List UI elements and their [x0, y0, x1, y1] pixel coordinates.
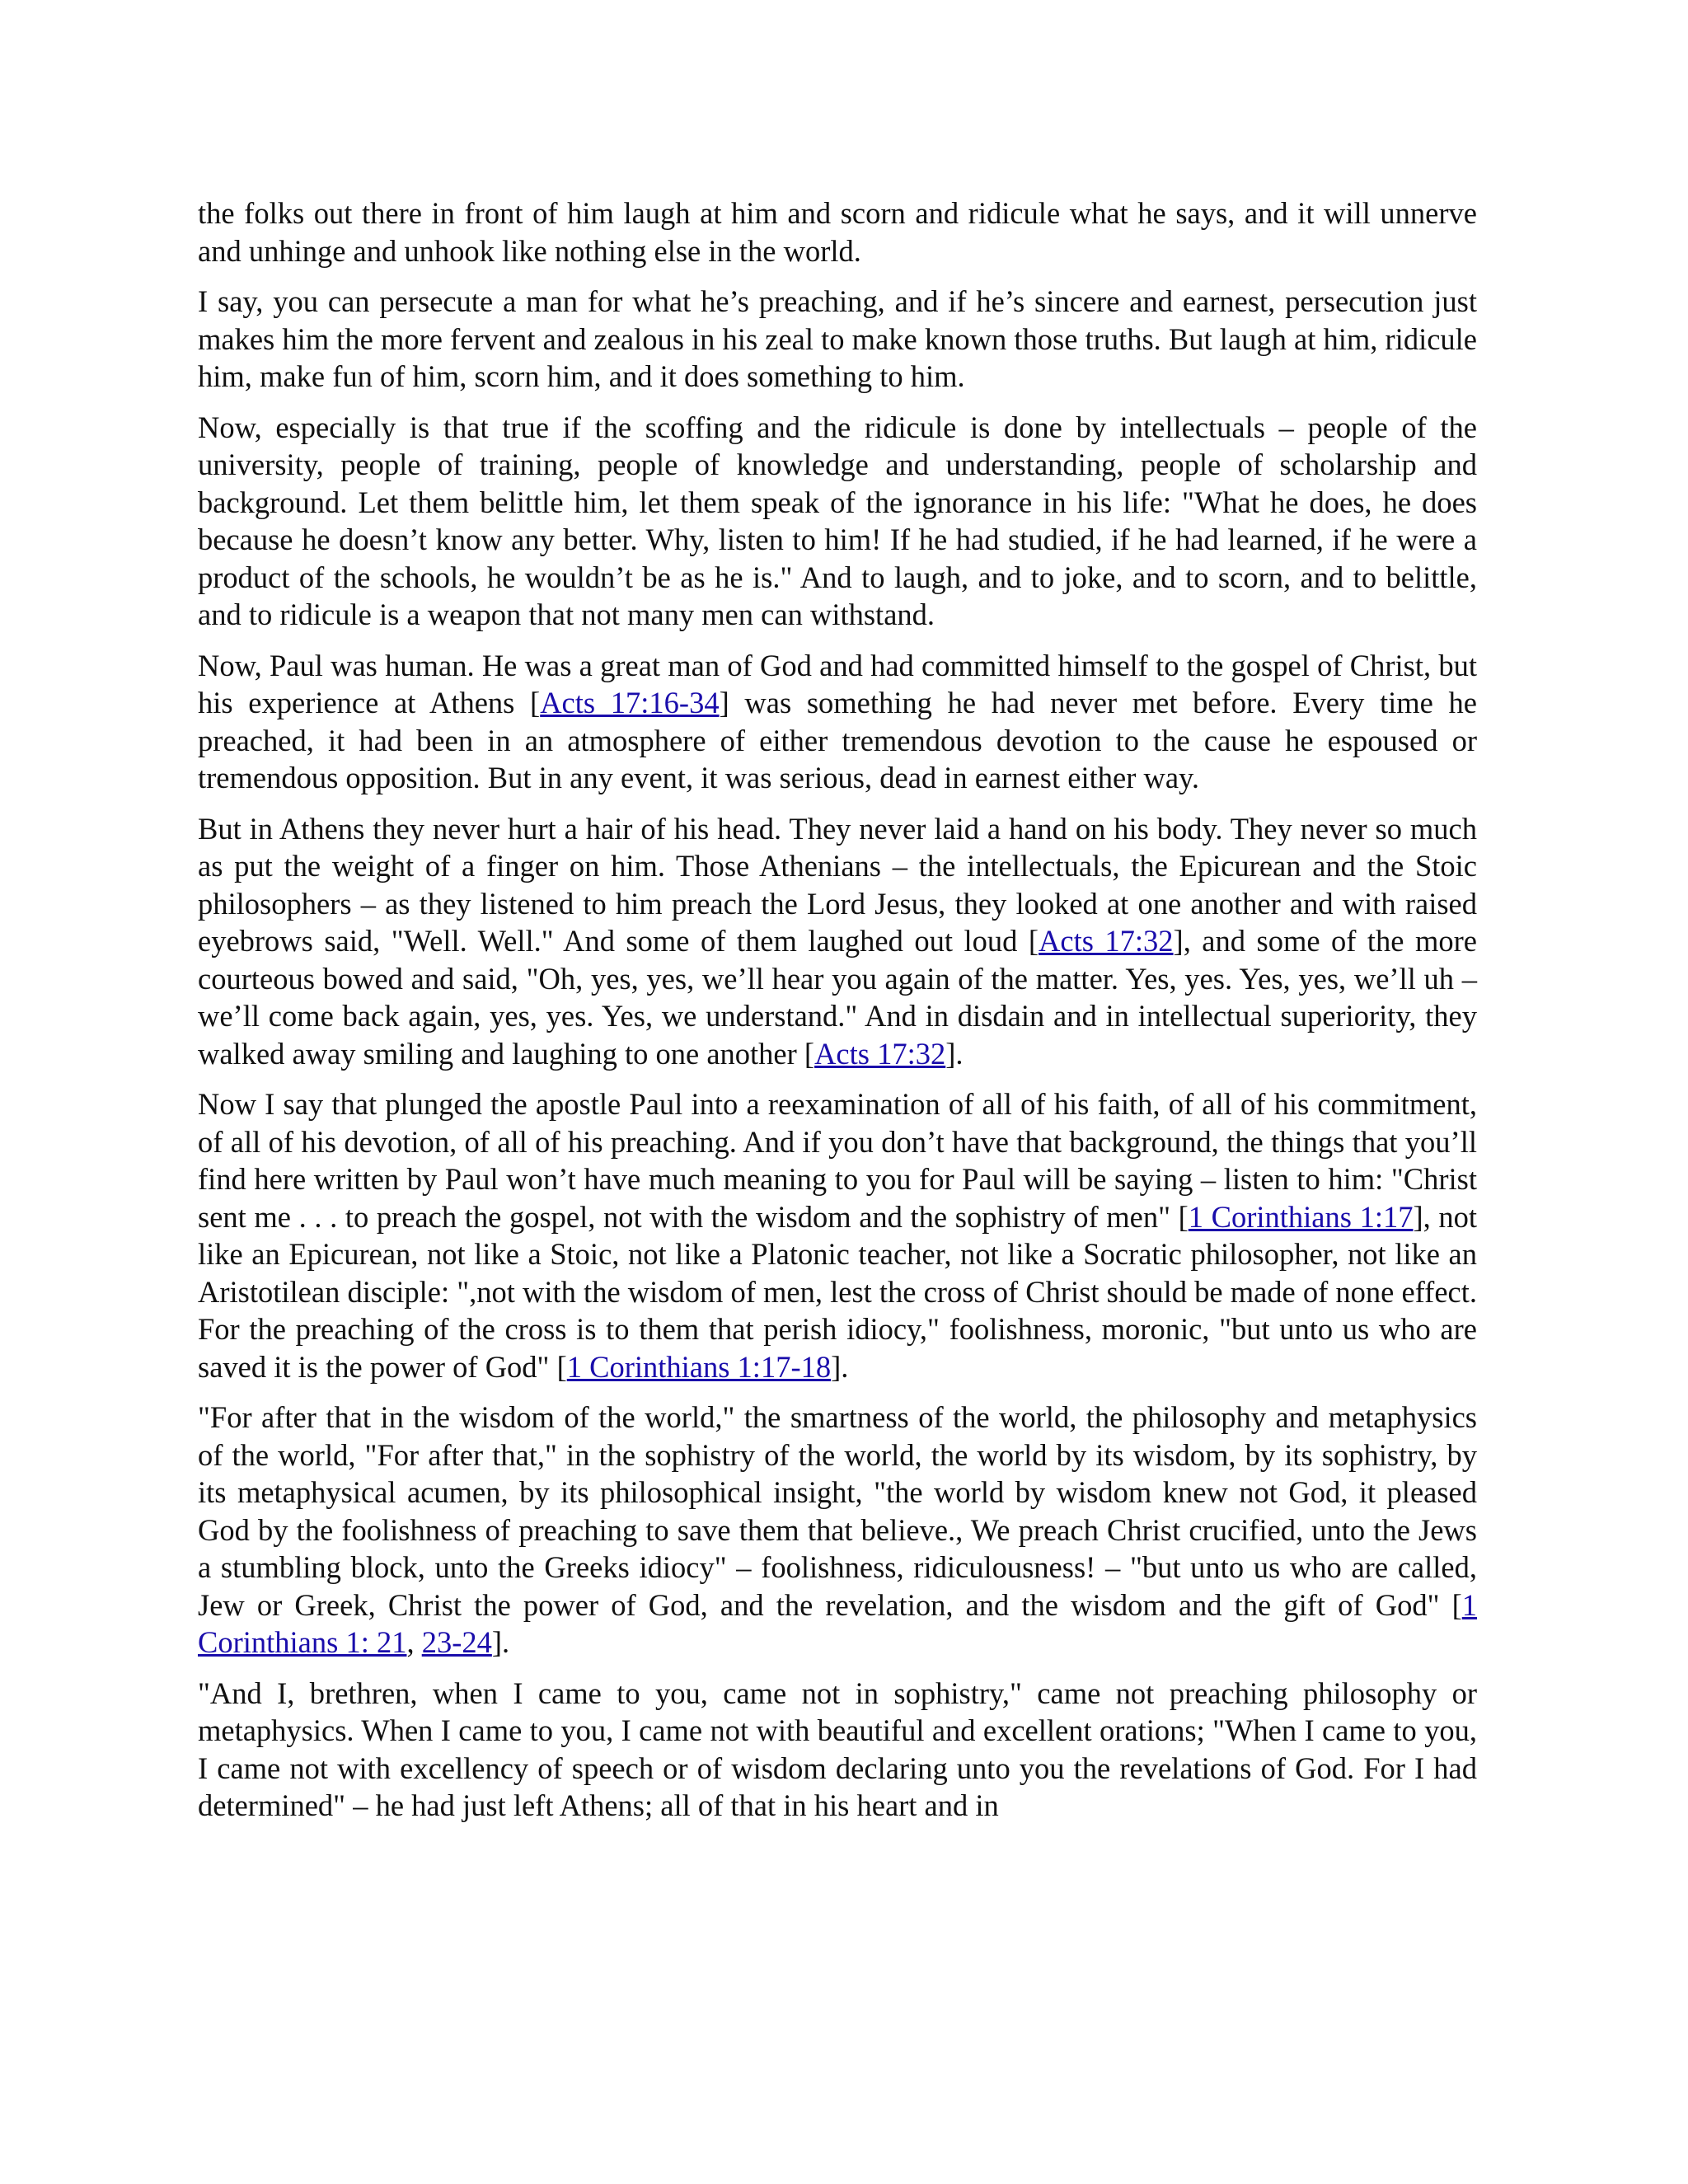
paragraph-text: ], not like an Epicurean, not like a Stoic, not like a Platonic teacher, not like a Socratic philosopher, not like an Aristotilean disciple: ",not with the wisdom of men, lest the cross of Christ should be made of none effect. For the preaching of the cross is to them that perish idiocy," foolishness, moronic, "but unto us who are saved it is the power of God" [	[198, 1199, 1478, 1384]
paragraph	[198, 1399, 1477, 1661]
scripture-reference-link[interactable]: 1 Corinthians 1:17	[1188, 1199, 1414, 1234]
paragraph	[198, 283, 1477, 396]
document-page	[198, 194, 1477, 1838]
scripture-reference-link[interactable]: Acts 17:16-34	[540, 686, 720, 719]
paragraph-text: "For after that in the wisdom of the world," the smartness of the world, the philosophy and metaphysics of the world, "For after that," in the sophistry of the world, the world by its wisdom, by its sophistry, by its metaphysical acumen, by its philosophical insight, "the world by wisdom knew not God, it pleased God by the foolishness of preaching to save them that believe., We preach Christ crucified, unto the Jews a stumbling block, unto the Greeks idiocy" – foolishness, ridiculousness! – "but unto us who are called, Jew or Greek, Christ the power of God, and the revelation, and the wisdom and the gift of God" [	[198, 1400, 1477, 1622]
paragraph	[198, 194, 1477, 269]
paragraph-text: ].	[945, 1036, 964, 1071]
paragraph-text: Now, Paul was human. He was a great man of God and had committed himself to the gospel of Christ, but his experience at Athens [	[198, 648, 1477, 719]
paragraph-text: I say, you can persecute a man for what he’s preaching, and if he’s sincere and earnest, persecution just makes him the more fervent and zealous in his zeal to make known those truths. But laugh at him, ridicule him, make fun of him, scorn him, and it does something to him.	[198, 284, 1477, 393]
scripture-reference-link[interactable]: 1 Corinthians 1:17-18	[566, 1349, 832, 1384]
paragraph	[198, 810, 1477, 1073]
paragraph-text: "And I, brethren, when I came to you, came not in sophistry," came not preaching philosophy or metaphysics. When I came to you, I came not with beautiful and excellent orations; "When I came to you, I came not with excellency of speech or of wisdom declaring unto you the revelations of God. For I had determined" – he had just left Athens; all of that in his heart and in	[198, 1675, 1477, 1822]
paragraph-text: ,	[406, 1625, 422, 1659]
scripture-reference-link[interactable]: 23-24	[421, 1625, 492, 1659]
paragraph-text: ].	[831, 1349, 849, 1384]
scripture-reference-link[interactable]: Acts 17:32	[814, 1036, 946, 1071]
paragraph	[198, 647, 1477, 797]
paragraph-text: Now I say that plunged the apostle Paul into a reexamination of all of his faith, of all of his commitment, of all of his devotion, of all of his preaching. And if you don’t have that background, the things that you’ll find here written by Paul won’t have much meaning to you for Paul will be saying – listen to him: "Christ sent me . . . to preach the gospel, not with the wisdom and the sophistry of men" [	[198, 1087, 1477, 1234]
scripture-reference-link[interactable]: 1 Corinthians 1: 21	[198, 1587, 1477, 1659]
scripture-reference-link[interactable]: Acts 17:32	[1039, 924, 1174, 958]
paragraph-text: ].	[491, 1625, 510, 1659]
paragraph	[198, 409, 1477, 634]
paragraph-text: ], and some of the more courteous bowed and said, "Oh, yes, yes, we’ll hear you again of the matter. Yes, yes. Yes, yes, we’ll uh – we’ll come back again, yes, yes. Yes, we understand." And in disdain and in intellectual superiority, they walked away smiling and laughing to one another [	[198, 924, 1477, 1071]
paragraph-text: the folks out there in front of him laugh at him and scorn and ridicule what he says, and it will unnerve and unhinge and unhook like nothing else in the world.	[198, 196, 1477, 268]
paragraph-text: But in Athens they never hurt a hair of his head. They never laid a hand on his body. They never so much as put the weight of a finger on him. Those Athenians – the intellectuals, the Epicurean and the Stoic philosophers – as they listened to him preach the Lord Jesus, they looked at one another and with raised eyebrows said, "Well. Well." And some of them laughed out loud [	[198, 811, 1477, 958]
paragraph	[198, 1085, 1477, 1385]
paragraph-text: ] was something he had never met before. Every time he preached, it had been in an atmosphere of either tremendous devotion to the cause he espoused or tremendous opposition. But in any event, it was serious, dead in earnest either way.	[198, 686, 1477, 794]
paragraph-text: Now, especially is that true if the scoffing and the ridicule is done by intellectuals – people of the university, people of training, people of knowledge and understanding, people of scholarship and background. Let them belittle him, let them speak of the ignorance in his life: "What he does, he does because he doesn’t know any better. Why, listen to him! If he had studied, if he had learned, if he were a product of the schools, he wouldn’t be as he is." And to laugh, and to joke, and to scorn, and to belittle, and to ridicule is a weapon that not many men can withstand.	[198, 410, 1477, 631]
paragraph	[198, 1675, 1477, 1825]
